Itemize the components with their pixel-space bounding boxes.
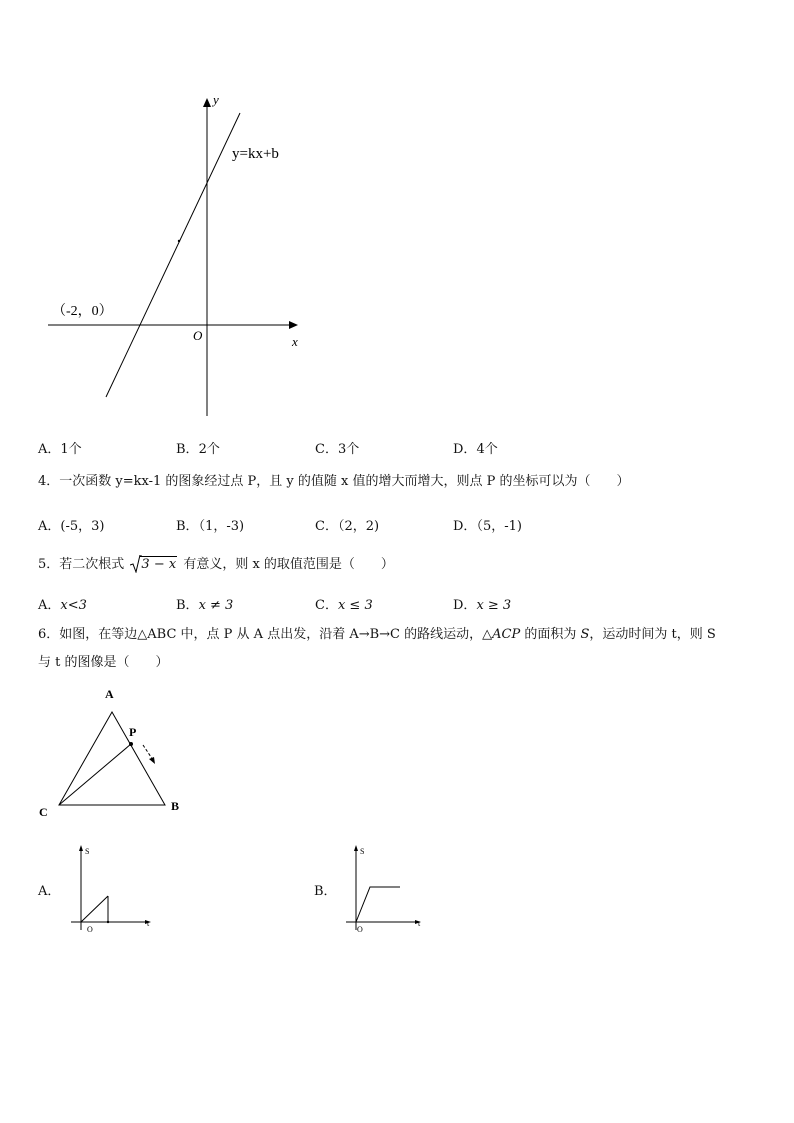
q5-option-c[interactable] [315,594,373,613]
y-axis-arrow [79,845,83,851]
option-text: x ≠ 3 [198,598,234,613]
line-marker-dot [178,240,180,242]
vertex-c-label: C [39,805,48,819]
q6-stem-line2: 与 t 的图像是（ ） [38,655,169,670]
option-text: x ≤ 3 [337,598,373,613]
option-text: (-5，3) [60,519,105,534]
q4-option-d[interactable] [453,515,522,534]
option-text: 1个 [60,442,82,457]
option-letter: D． [453,598,477,613]
curve-rise [81,896,108,922]
q6-text: 6．如图，在等边△ABC 中，点 P 从 A 点出发，沿着 A→B→C 的路线运动，△ [38,627,493,642]
x-axis-label: x [292,334,298,349]
origin-label: O [357,925,363,934]
option-text: x ≥ 3 [476,598,512,613]
option-letter: C． [315,442,338,457]
q5-option-a[interactable] [38,594,87,613]
option-text: 4个 [476,442,498,457]
q6-option-a-letter[interactable]: A． [38,884,61,899]
equilateral-triangle-figure [30,680,200,825]
origin-label: O [87,925,93,934]
q6-option-b-graph[interactable] [340,840,440,935]
option-letter: A． [38,442,61,457]
motion-arrow-line [143,745,153,760]
option-letter: A． [38,519,61,534]
linear-function-graph [40,88,310,423]
option-letter: C． [315,598,338,613]
motion-arrow-head [149,757,155,764]
option-letter: D． [453,519,477,534]
q4-stem: 4．一次函数 y=kx-1 的图象经过点 P，且 y 的值随 x 值的增大而增大，则点 P 的坐标可以为（ ） [38,474,630,489]
y-axis-label: y [213,92,219,107]
q4-option-b[interactable] [176,515,244,534]
option-letter: B． [176,442,199,457]
y-axis-arrow [203,98,211,107]
q4-option-c[interactable] [315,515,379,534]
q6-text: ，运动时间为 t，则 S [589,627,716,642]
y-axis-label: S [85,847,90,856]
q6-option-b-letter[interactable]: B． [314,884,337,899]
option-letter: A． [38,598,61,613]
option-text: 3个 [337,442,360,457]
option-text: 2个 [198,442,220,457]
x-axis-label: t [418,919,421,928]
vertex-b-label: B [171,799,180,813]
q5-option-d[interactable] [453,594,511,613]
q3-option-a[interactable] [38,438,82,457]
q4-option-a[interactable] [38,515,104,534]
option-text: （5，-1) [476,519,522,534]
vertex-a-label: A [105,687,114,701]
q3-option-b[interactable] [176,438,220,457]
option-letter: D． [453,442,477,457]
q5-stem-before: 5．若二次根式 [38,557,125,572]
x-axis-label: t [147,919,150,928]
point-p-label: P [129,725,137,739]
q3-option-c[interactable] [315,438,359,457]
q5-option-b[interactable] [176,594,233,613]
point-p-dot [129,742,133,746]
q6-text: 的面积为 [520,627,581,642]
option-letter: B． [176,598,199,613]
function-line [106,113,240,397]
sqrt-expression [130,557,177,573]
q6-option-a-graph[interactable] [65,840,165,935]
curve [356,887,400,922]
sqrt-radicand: 3 − x [141,557,177,572]
option-letter: C． [315,519,338,534]
q6-stem-line1 [38,627,716,643]
q6-triangle-acp: ACP [492,627,521,642]
tick-dot [107,921,109,923]
q5-stem [38,557,394,573]
segment-cp [59,744,131,805]
option-letter: B． [176,519,199,534]
y-axis-label: S [360,847,365,856]
q5-stem-after: 有意义，则 x 的取值范围是（ ） [183,557,394,572]
option-text: x<3 [60,598,87,613]
sqrt-sign-icon [130,555,142,573]
option-text: （1，-3) [198,519,245,534]
q3-option-d[interactable] [453,438,498,457]
x-axis-arrow [289,321,298,329]
option-text: （2，2) [337,519,380,534]
line-equation-label: y=kx+b [232,146,279,162]
intercept-point-label: （-2，0） [52,304,113,319]
q6-area-symbol: S [580,627,590,642]
y-axis-arrow [354,845,358,851]
origin-label: O [193,328,203,343]
